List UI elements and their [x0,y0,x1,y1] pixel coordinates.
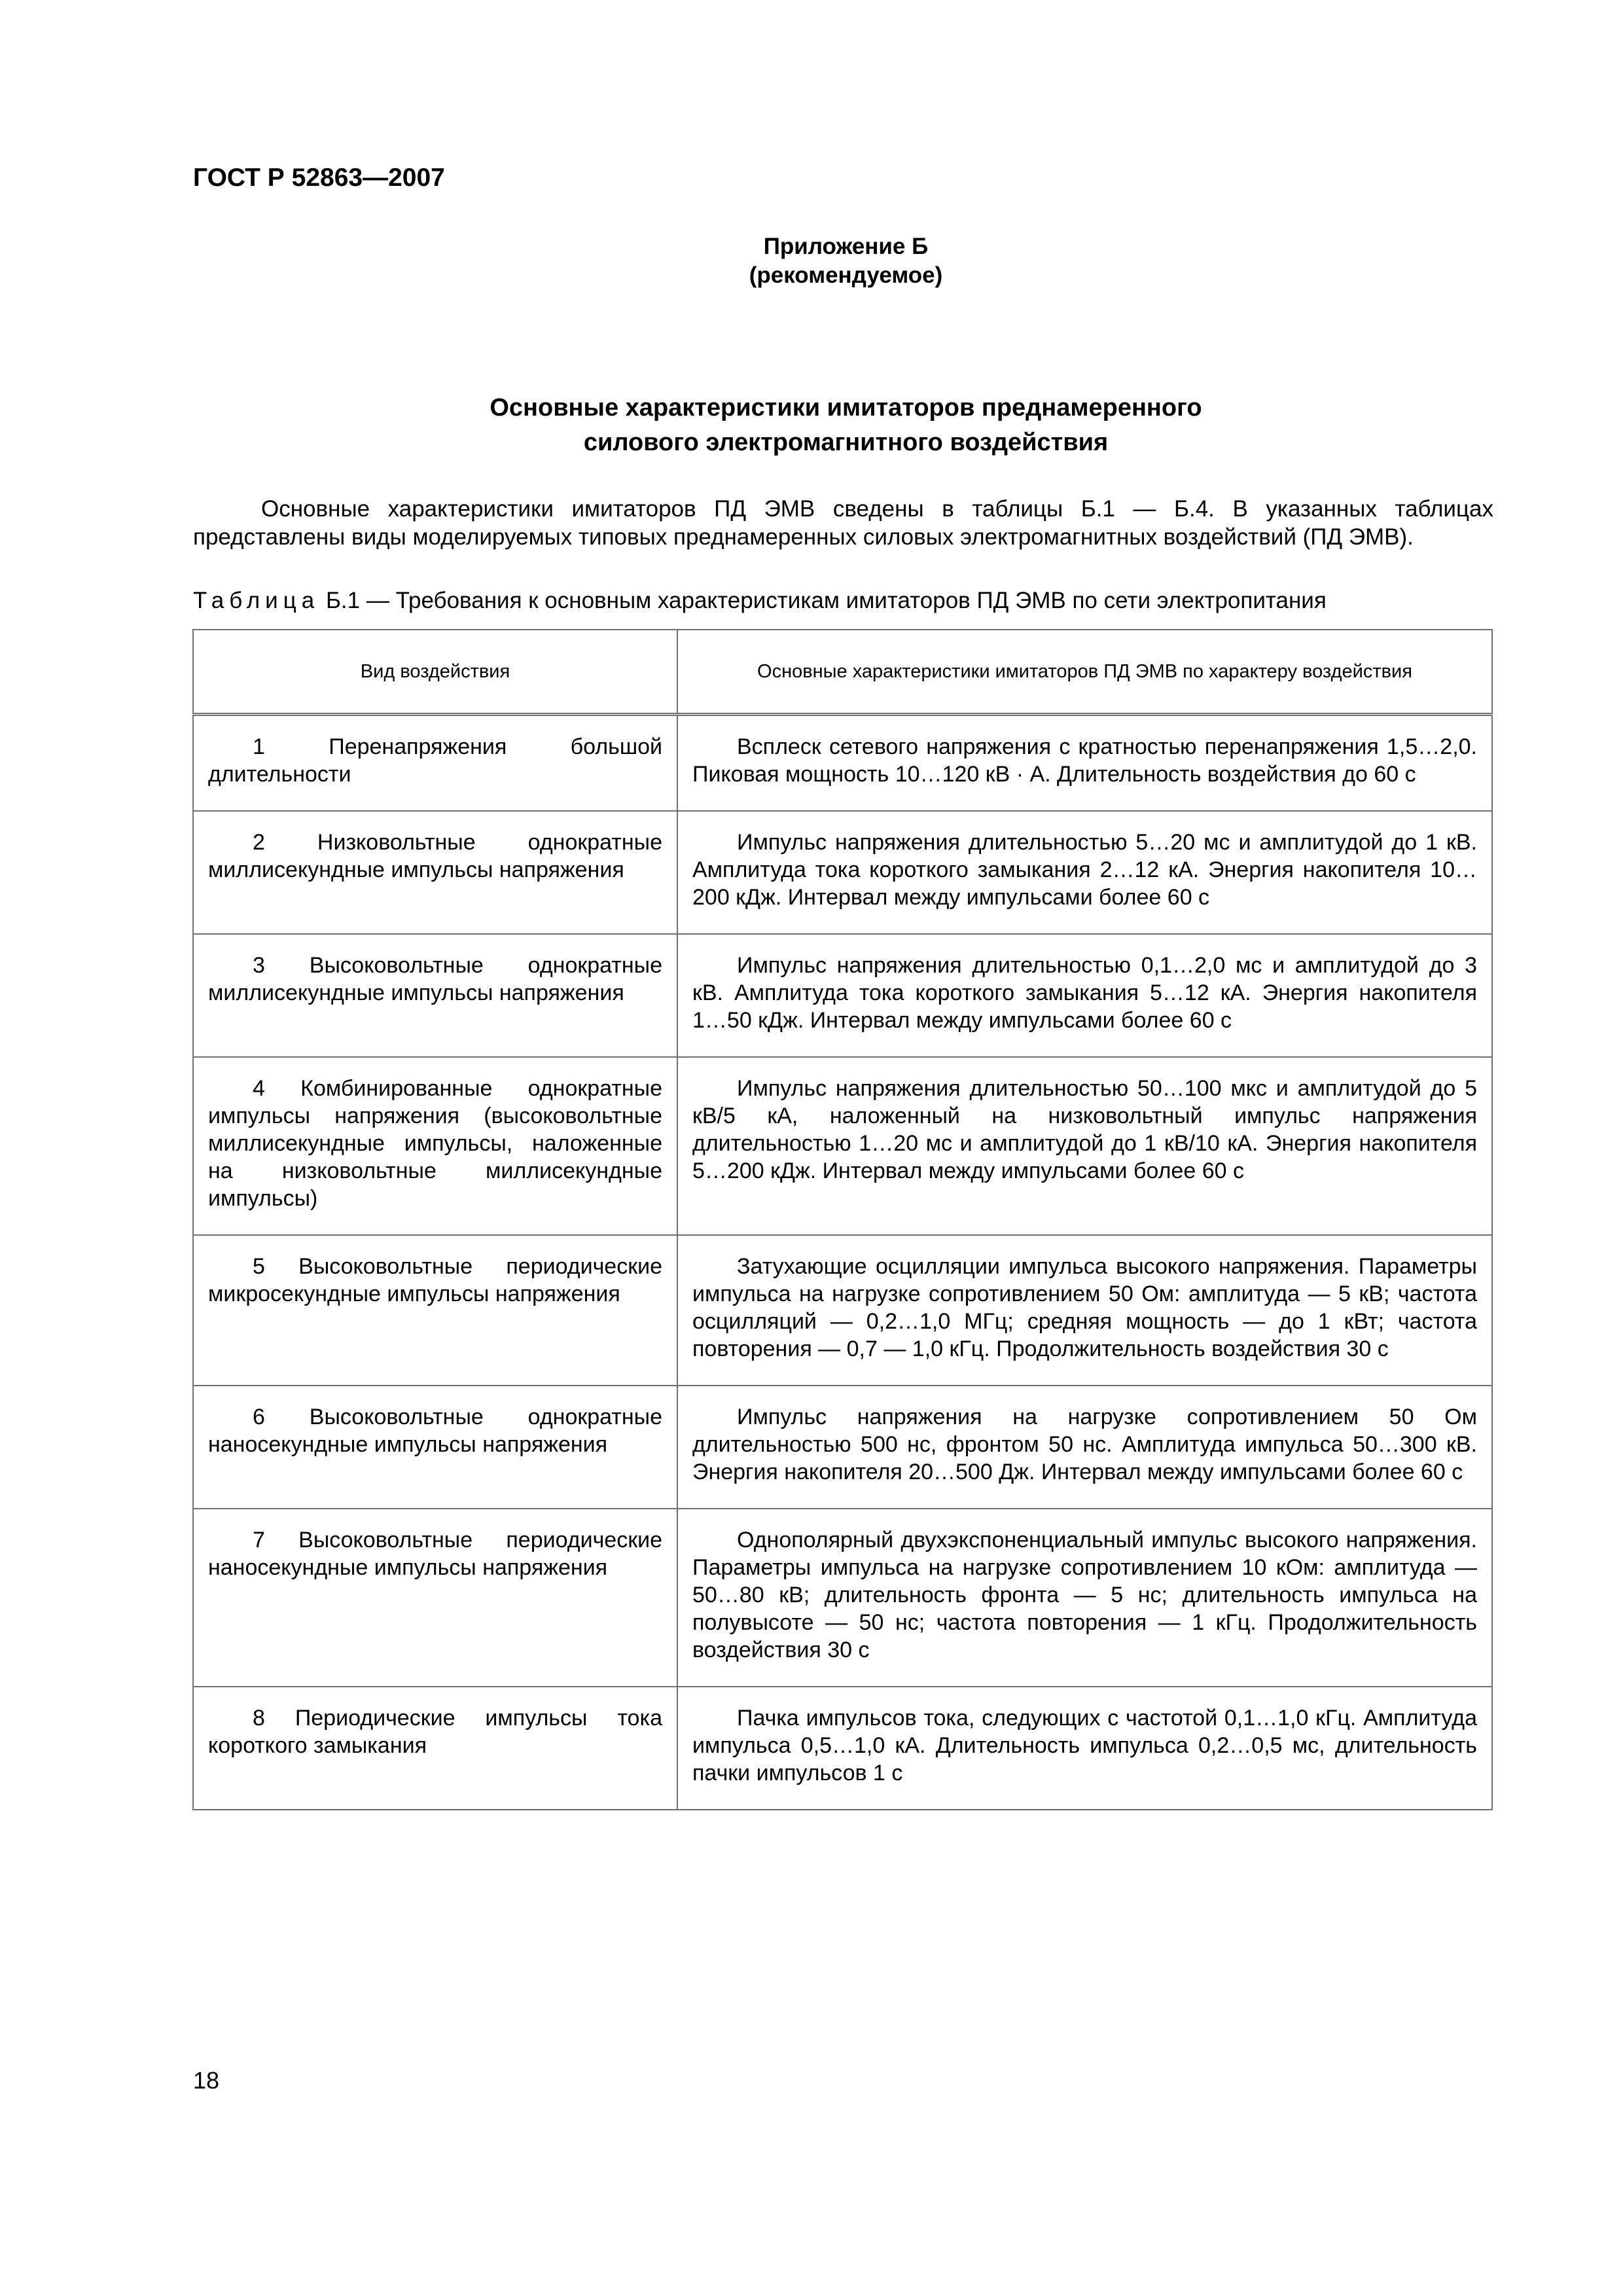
table-row [193,1235,1492,1386]
impact-type-text: 8 Периодические импульсы тока короткого замыкания [208,1706,662,1758]
table-row [193,1386,1492,1509]
table-row [193,1687,1492,1810]
characteristics-cell [677,1509,1492,1687]
section-title-line-2: силового электромагнитного воздействия [583,429,1109,456]
impact-type-cell [193,1057,677,1235]
impact-type-text: 6 Высоковольтные однократные наносекундные импульсы напряжения [208,1405,662,1457]
characteristics-text: Пачка импульсов тока, следующих с частотой 0,1…1,0 кГц. Амплитуда импульса 0,5…1,0 кА. Длительность импульса 0,2…0,5 мс, длительность пачки импульсов 1 с [692,1706,1477,1785]
impact-type-cell [193,1386,677,1509]
table-caption-text: Б.1 — Требования к основным характеристикам имитаторов ПД ЭМВ по сети электропитания [319,588,1327,613]
impact-type-text: 4 Комбинированные однократные импульсы напряжения (высоковольтные миллисекундные импульсы, наложенные на низковольтные миллисекундные импульсы) [208,1076,662,1211]
page-number: 18 [193,2067,220,2094]
section-title-line-1: Основные характеристики имитаторов преднамеренного [490,394,1202,422]
characteristics-cell [677,934,1492,1057]
impact-type-text: 5 Высоковольтные периодические микросекундные импульсы напряжения [208,1254,662,1306]
characteristics-text: Импульс напряжения на нагрузке сопротивлением 50 Ом длительностью 500 нс, фронтом 50 нс. Амплитуда импульса 50…300 кВ. Энергия накопителя 20…500 Дж. Интервал между импульсами более 60 с [692,1405,1477,1484]
characteristics-cell [677,1235,1492,1386]
characteristics-text: Импульс напряжения длительностью 50…100 мкс и амплитудой до 5 кВ/5 кА, наложенный на низковольтный импульс напряжения длительностью 1…20 мс и амплитудой до 1 кВ/10 кА. Энергия накопителя 5…200 кДж. Интервал между импульсами более 60 с [692,1076,1477,1183]
table-row [193,934,1492,1057]
intro-paragraph: Основные характеристики имитаторов ПД ЭМВ сведены в таблицы Б.1 — Б.4. В указанных таблицах представлены виды моделируемых типовых преднамеренных силовых электромагнитных воздействий (ПД ЭМВ). [193,496,1493,550]
impact-type-text: 7 Высоковольтные периодические наносекундные импульсы напряжения [208,1528,662,1580]
impact-type-cell [193,1687,677,1810]
characteristics-cell [677,715,1492,812]
characteristics-cell [677,1057,1492,1235]
characteristics-text: Всплеск сетевого напряжения с кратностью перенапряжения 1,5…2,0. Пиковая мощность 10…120 кВ · А. Длительность воздействия до 60 с [692,734,1477,787]
impact-type-text: 2 Низковольтные однократные миллисекундные импульсы напряжения [208,830,662,882]
characteristics-text: Затухающие осцилляции импульса высокого напряжения. Параметры импульса на нагрузке сопротивлением 50 Ом: амплитуда — 5 кВ; частота осцилляций — 0,2…1,0 МГц; средняя мощность — до 1 кВт; частота повторения — 0,7 — 1,0 кГц. Продолжительность воздействия 30 с [692,1254,1477,1361]
characteristics-cell [677,1386,1492,1509]
table-caption-label: Таблица [193,588,320,613]
impact-type-text: 1 Перенапряжения большой длительности [208,734,662,787]
appendix-title: Приложение Б [763,234,929,259]
impact-type-cell [193,811,677,934]
table-row [193,715,1492,812]
impact-type-cell [193,1509,677,1687]
characteristics-text: Импульс напряжения длительностью 5…20 мс и амплитудой до 1 кВ. Амплитуда тока короткого замыкания 2…12 кА. Энергия накопителя 10…200 кДж. Интервал между импульсами более 60 с [692,830,1477,910]
column-header-impact-type: Вид воздействия [193,630,677,715]
column-header-characteristics: Основные характеристики имитаторов ПД ЭМВ по характеру воздействия [677,630,1492,715]
document-header: ГОСТ Р 52863—2007 [193,164,445,192]
impact-type-cell [193,1235,677,1386]
characteristics-text: Импульс напряжения длительностью 0,1…2,0 мс и амплитудой до 3 кВ. Амплитуда тока короткого замыкания 5…12 кА. Энергия накопителя 1…50 кДж. Интервал между импульсами более 60 с [692,953,1477,1033]
impact-type-text: 3 Высоковольтные однократные миллисекундные импульсы напряжения [208,953,662,1005]
table-row [193,811,1492,934]
impact-type-cell [193,715,677,812]
appendix-heading [0,232,1623,290]
characteristics-text: Однополярный двухэкспоненциальный импульс высокого напряжения. Параметры импульса на нагрузке сопротивлением 10 кОм: амплитуда — 50…80 кВ; длительность фронта — 5 нс; длительность импульса на полувысоте — 50 нс; частота повторения — 1 кГц. Продолжительность воздействия 30 с [692,1528,1477,1662]
appendix-note: (рекомендуемое) [749,262,943,288]
table-row [193,1057,1492,1235]
characteristics-cell [677,811,1492,934]
table-row [193,1509,1492,1687]
table-header-row [193,630,1492,715]
table-caption [193,586,1327,615]
section-title [0,391,1623,460]
impact-type-cell [193,934,677,1057]
characteristics-table [192,629,1493,1810]
characteristics-cell [677,1687,1492,1810]
